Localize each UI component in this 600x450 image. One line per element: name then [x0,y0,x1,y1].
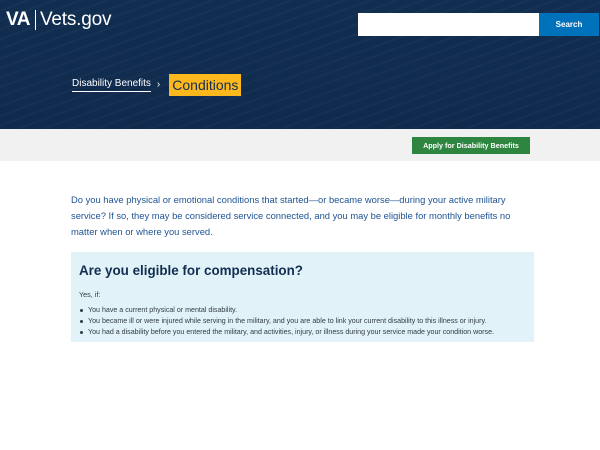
eligibility-intro: Yes, if: [79,290,101,299]
eligibility-panel [71,252,534,342]
list-item: You had a disability before you entered the military, and activities, injury, or illness during your service made your condition worse. [79,327,526,338]
search-button[interactable]: Search [539,13,599,36]
logo-vets-text: Vets.gov [39,9,112,30]
apply-for-disability-benefits-button[interactable]: Apply for Disability Benefits [412,137,530,154]
eligibility-list [79,305,526,338]
va-vets-logo[interactable] [6,9,111,31]
logo-va-text: VA [6,9,30,30]
list-item: You became ill or were injured while serving in the military, and you are able to link your current disability to this illness or injury. [79,316,526,327]
breadcrumb-link-disability-benefits[interactable]: Disability Benefits [72,78,151,92]
page-title: Conditions [169,74,241,96]
breadcrumb [72,74,241,96]
site-header [0,0,600,129]
breadcrumb-separator: › [156,79,161,90]
eligibility-heading: Are you eligible for compensation? [79,263,303,278]
intro-paragraph: Do you have physical or emotional conditions that started—or became worse—during your active military service? If so, they may be considered service connected, and you may be eligible for monthly benefits no matter when or where you served. [71,194,511,237]
action-bar [0,129,600,161]
list-item: You have a current physical or mental disability. [79,305,526,316]
search-input[interactable] [358,13,539,36]
logo-divider [35,10,36,30]
